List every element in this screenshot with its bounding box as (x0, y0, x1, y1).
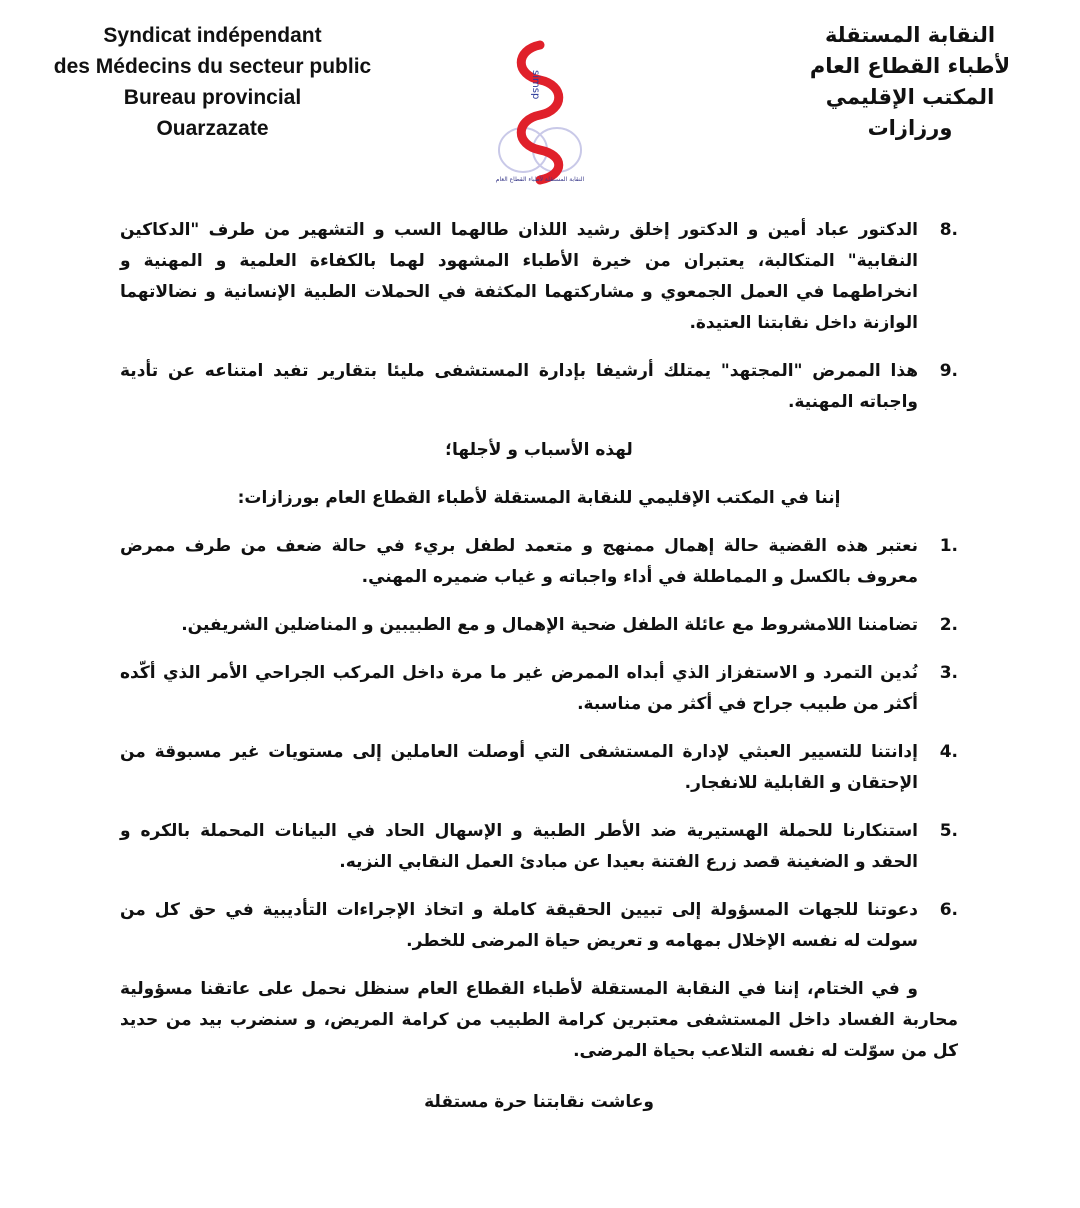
caduceus-logo-icon (495, 40, 585, 190)
header-french (40, 20, 385, 144)
list-item (120, 531, 958, 593)
header-arabic-line-2: لأطباء القطاع العام (809, 54, 1011, 78)
header-french-line-3: Bureau provincial (123, 86, 302, 109)
header-arabic-line-1: النقابة المستقلة (824, 23, 996, 47)
item-number: 6. (939, 900, 958, 920)
item-number: 1. (939, 536, 958, 556)
item-text: تضامننا اللامشروط مع عائلة الطفل ضحية الإهمال و مع الطبيبين و المناضلين الشريفين. (181, 615, 918, 635)
reasons-heading: لهذه الأسباب و لأجلها؛ (445, 440, 633, 460)
item-text: نُدين التمرد و الاستفزاز الذي أبداه الممرض غير ما مرة داخل المركب الجراحي الأمر الذي أكّده أكثر من طبيب جراح في أكثر من مناسبة. (120, 663, 918, 714)
logo-caption: النقابة المستقلة لأطباء القطاع العام (495, 176, 585, 183)
list-item (120, 610, 958, 641)
header-french-line-2: des Médecins du secteur public (53, 55, 372, 78)
item-number: 8. (939, 220, 958, 240)
closing-paragraph: و في الختام، إننا في النقابة المستقلة لأطباء القطاع العام سنظل نحمل على عاتقنا مسؤولية محاربة الفساد داخل المستشفى معتبرين كرامة الطبيب من كرامة المريض، و سنضرب بيد من حديد كل من سوّلت له نفسه التلاعب بحياة المرضى. (120, 979, 958, 1061)
item-text: دعوتنا للجهات المسؤولة إلى تبيين الحقيقة كاملة و اتخاذ الإجراءات التأديبية في حق كل من سولت له نفسه الإخلال بمهامه و تعريض حياة المرضى للخطر. (120, 900, 918, 951)
logo-letters: simsp (530, 70, 541, 100)
item-text: استنكارنا للحملة الهستيرية ضد الأطر الطبية و الإسهال الحاد في البيانات المحملة بالكره و الحقد و الضغينة قصد زرع الفتنة بعيدا عن مبادئ العمل النقابي النزيه. (120, 821, 918, 872)
header-french-line-4: Ouarzazate (156, 117, 269, 140)
item-text: نعتبر هذه القضية حالة إهمال ممنهج و متعمد لطفل بريء في حالة ضعف من طرف ممرض معروف بالكسل و المماطلة في أداء واجباته و غياب ضميره المهني. (120, 536, 918, 587)
list-item (120, 356, 958, 418)
intro-heading: إننا في المكتب الإقليمي للنقابة المستقلة لأطباء القطاع العام بورزازات: (237, 488, 841, 508)
item-number: 9. (939, 361, 958, 381)
item-number: 5. (939, 821, 958, 841)
item-number: 3. (939, 663, 958, 683)
list-item (120, 658, 958, 720)
list-item (120, 816, 958, 878)
item-text: إدانتنا للتسيير العبثي لإدارة المستشفى التي أوصلت العاملين إلى مستويات غير مسبوقة من الإحتقان و القابلية للانفجار. (120, 742, 918, 793)
item-number: 4. (939, 742, 958, 762)
header-arabic-line-4: ورزازات (867, 116, 953, 140)
list-item (120, 737, 958, 799)
list-item (120, 215, 958, 339)
item-number: 2. (939, 615, 958, 635)
item-text: الدكتور عباد أمين و الدكتور إخلق رشيد اللذان طالهما السب و التشهير من طرف "الدكاكين النقابية" المتكالبة، يعتبران من خيرة الأطباء المشهود لهما بالكفاءة العلمية و المهنية و انخراطهما في العمل الجمعوي و مشاركتهما المكثفة في الحملات الطبية الإنسانية و نضالاتهما الوازنة داخل نقابتنا العتيدة. (120, 220, 918, 333)
list-item (120, 895, 958, 957)
item-text: هذا الممرض "المجتهد" يمتلك أرشيفا بإدارة المستشفى مليئا بتقارير تفيد امتناعه عن تأدية واجباته المهنية. (120, 361, 918, 412)
header-arabic (780, 20, 1040, 144)
syndicate-logo (495, 40, 585, 190)
letter-body (120, 215, 958, 1118)
header-arabic-line-3: المكتب الإقليمي (825, 85, 995, 109)
final-slogan: وعاشت نقابتنا حرة مستقلة (424, 1092, 654, 1112)
header-french-line-1: Syndicat indépendant (103, 24, 322, 47)
